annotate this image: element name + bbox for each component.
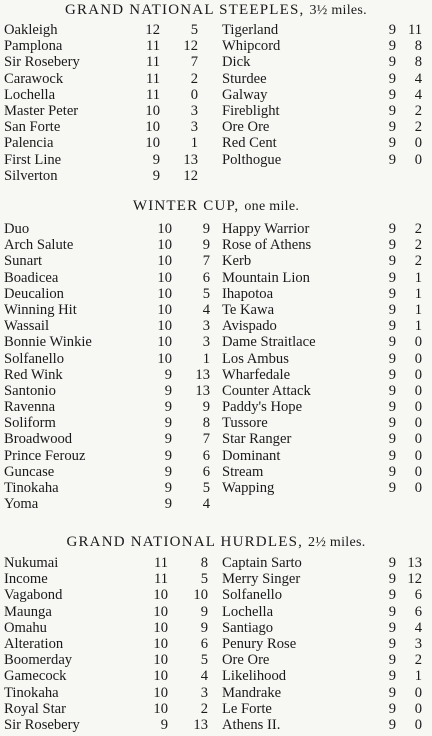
horse-name: Wassail <box>4 318 50 335</box>
weight-pounds: 5 <box>202 285 210 302</box>
horse-name: Silverton <box>4 167 58 184</box>
weight-pounds: 5 <box>190 22 198 38</box>
weight-stone: 10 <box>153 652 168 669</box>
section-heading <box>0 198 432 215</box>
weight-pounds: 10 <box>193 587 208 604</box>
weight-stone: 9 <box>388 237 396 254</box>
horse-name: Merry Singer <box>222 571 301 588</box>
weight-pounds: 12 <box>183 167 198 184</box>
weight-pounds: 5 <box>200 571 208 588</box>
entry-row <box>0 237 432 253</box>
weight-stone: 9 <box>388 382 396 399</box>
horse-name: Nukumai <box>4 555 59 571</box>
weight-stone: 11 <box>145 38 160 55</box>
horse-name: Boomerday <box>4 652 73 669</box>
weight-pounds: 0 <box>414 431 422 448</box>
weight-stone: 9 <box>388 571 396 588</box>
weight-pounds: 0 <box>414 135 422 152</box>
weight-pounds: 7 <box>202 253 210 270</box>
weight-stone: 9 <box>388 684 396 701</box>
weight-stone: 10 <box>157 350 172 367</box>
weight-stone: 9 <box>388 334 396 351</box>
weight-stone: 11 <box>145 86 160 103</box>
weight-pounds: 3 <box>200 684 208 701</box>
weight-pounds: 4 <box>414 70 422 87</box>
weight-pounds: 0 <box>414 447 422 464</box>
weight-stone: 9 <box>388 555 396 571</box>
weight-pounds: 9 <box>202 399 210 416</box>
weight-stone: 9 <box>388 54 396 71</box>
weight-pounds: 6 <box>202 463 210 480</box>
weight-pounds: 0 <box>414 700 422 717</box>
entry-row <box>0 399 432 415</box>
weight-pounds: 12 <box>183 38 198 55</box>
weight-stone: 9 <box>164 480 172 496</box>
horse-name: Omahu <box>4 619 47 636</box>
section-title: WINTER CUP, <box>132 198 240 214</box>
horse-name: Happy Warrior <box>222 221 310 237</box>
weight-pounds: 0 <box>414 415 422 432</box>
horse-name: Fireblight <box>222 102 280 119</box>
weight-pounds: 8 <box>414 54 422 71</box>
horse-name: Carawock <box>4 70 64 87</box>
weight-stone: 9 <box>388 463 396 480</box>
weight-pounds: 6 <box>202 269 210 286</box>
weight-stone: 9 <box>164 463 172 480</box>
horse-name: Sunart <box>4 253 43 270</box>
horse-name: Broadwood <box>4 431 73 448</box>
horse-name: Dominant <box>222 447 281 464</box>
weight-stone: 9 <box>388 221 396 237</box>
weight-pounds: 2 <box>200 700 208 717</box>
horse-name: Athens II. <box>222 716 281 733</box>
weight-pounds: 1 <box>414 269 422 286</box>
section-distance: 3½ miles. <box>309 3 367 18</box>
weight-stone: 9 <box>152 167 160 184</box>
weight-stone: 9 <box>388 366 396 383</box>
weight-stone: 10 <box>157 334 172 351</box>
section-distance: 2½ miles. <box>308 535 366 550</box>
weight-stone: 9 <box>164 447 172 464</box>
weight-pounds: 9 <box>200 619 208 636</box>
weight-stone: 9 <box>388 587 396 604</box>
weight-stone: 10 <box>157 221 172 237</box>
weight-stone: 9 <box>388 102 396 119</box>
weight-stone: 9 <box>388 38 396 55</box>
entry-row <box>0 71 432 87</box>
weight-pounds: 0 <box>414 399 422 416</box>
entry-row <box>0 367 432 383</box>
horse-name: Polthogue <box>222 151 282 168</box>
weight-pounds: 2 <box>414 253 422 270</box>
horse-name: Income <box>4 571 48 588</box>
weight-pounds: 2 <box>190 70 198 87</box>
weight-pounds: 8 <box>200 555 208 571</box>
horse-name: San Forte <box>4 119 61 136</box>
horse-name: Lochella <box>4 86 56 103</box>
horse-name: Te Kawa <box>222 301 275 318</box>
horse-name: Sir Rosebery <box>4 716 80 733</box>
weight-pounds: 2 <box>414 221 422 237</box>
weight-stone: 9 <box>164 415 172 432</box>
horse-name: Boadicea <box>4 269 59 286</box>
horse-name: Whipcord <box>222 38 281 55</box>
horse-name: Rose of Athens <box>222 237 312 254</box>
weight-stone: 10 <box>153 635 168 652</box>
weight-pounds: 1 <box>190 135 198 152</box>
entry-row <box>0 38 432 54</box>
weight-stone: 9 <box>388 447 396 464</box>
weight-pounds: 8 <box>414 38 422 55</box>
horse-name: Dick <box>222 54 251 71</box>
entry-row <box>0 135 432 151</box>
weight-stone: 10 <box>145 102 160 119</box>
entry-row <box>0 431 432 447</box>
horse-name: Ihapotoa <box>222 285 274 302</box>
horse-name: Guncase <box>4 463 55 480</box>
weight-stone: 10 <box>157 269 172 286</box>
weight-stone: 10 <box>153 684 168 701</box>
entry-row <box>0 668 432 684</box>
weight-stone: 10 <box>153 619 168 636</box>
weight-stone: 9 <box>388 716 396 733</box>
entry-row <box>0 717 432 733</box>
horse-name: Tinokaha <box>4 684 59 701</box>
horse-name: Pamplona <box>4 38 63 55</box>
weight-stone: 9 <box>388 70 396 87</box>
weight-stone: 9 <box>164 382 172 399</box>
weight-stone: 10 <box>153 587 168 604</box>
horse-name: Los Ambus <box>222 350 289 367</box>
horse-name: Vagabond <box>4 587 63 604</box>
horse-name: Paddy's Hope <box>222 399 303 416</box>
weight-stone: 9 <box>388 635 396 652</box>
weight-stone: 9 <box>388 135 396 152</box>
horse-name: Winning Hit <box>4 301 77 318</box>
weight-stone: 10 <box>157 318 172 335</box>
weight-stone: 9 <box>388 415 396 432</box>
weight-pounds: 2 <box>414 237 422 254</box>
weight-stone: 9 <box>388 285 396 302</box>
entry-row <box>0 636 432 652</box>
weight-pounds: 1 <box>414 318 422 335</box>
weight-stone: 9 <box>388 431 396 448</box>
weight-pounds: 5 <box>200 652 208 669</box>
weight-stone: 9 <box>152 151 160 168</box>
weight-pounds: 13 <box>195 382 210 399</box>
horse-name: Sir Rosebery <box>4 54 80 71</box>
entry-row <box>0 415 432 431</box>
entry-row <box>0 152 432 168</box>
weight-pounds: 8 <box>202 415 210 432</box>
weight-stone: 11 <box>145 54 160 71</box>
horse-name: Bonnie Winkie <box>4 334 92 351</box>
weight-pounds: 0 <box>414 151 422 168</box>
horse-name: Santiago <box>222 619 274 636</box>
horse-name: Tigerland <box>222 22 279 38</box>
weight-stone: 10 <box>157 285 172 302</box>
weight-stone: 9 <box>388 399 396 416</box>
entry-row <box>0 351 432 367</box>
horse-name: Avispado <box>222 318 277 335</box>
weight-pounds: 0 <box>414 334 422 351</box>
entry-row <box>0 383 432 399</box>
weight-pounds: 1 <box>414 301 422 318</box>
horse-name: First Line <box>4 151 62 168</box>
weight-stone: 10 <box>153 668 168 685</box>
weight-stone: 9 <box>388 350 396 367</box>
horse-name: Ravenna <box>4 399 56 416</box>
weight-stone: 9 <box>388 253 396 270</box>
entry-row <box>0 620 432 636</box>
entry-row <box>0 496 432 512</box>
horse-name: Likelihood <box>222 668 287 685</box>
entry-row <box>0 221 432 237</box>
entries-list <box>0 221 432 512</box>
section-heading <box>0 534 432 551</box>
entry-row <box>0 54 432 70</box>
entry-row <box>0 448 432 464</box>
weight-pounds: 3 <box>190 102 198 119</box>
horse-name: Deucalion <box>4 285 64 302</box>
entry-row <box>0 168 432 184</box>
weight-pounds: 13 <box>195 366 210 383</box>
weight-stone: 9 <box>388 652 396 669</box>
entry-row <box>0 571 432 587</box>
weight-pounds: 9 <box>202 237 210 254</box>
entry-row <box>0 652 432 668</box>
horse-name: Le Forte <box>222 700 272 717</box>
horse-name: Duo <box>4 221 30 237</box>
weight-pounds: 1 <box>202 350 210 367</box>
weight-stone: 9 <box>388 151 396 168</box>
weight-pounds: 3 <box>414 635 422 652</box>
horse-name: Maunga <box>4 603 52 620</box>
horse-name: Ore Ore <box>222 119 270 136</box>
weight-pounds: 6 <box>414 603 422 620</box>
horse-name: Palencia <box>4 135 54 152</box>
horse-name: Red Wink <box>4 366 63 383</box>
horse-name: Ore Ore <box>222 652 270 669</box>
entry-row <box>0 87 432 103</box>
weight-pounds: 3 <box>202 334 210 351</box>
weight-stone: 12 <box>145 22 160 38</box>
weight-pounds: 1 <box>414 668 422 685</box>
horse-name: Mountain Lion <box>222 269 310 286</box>
weight-stone: 9 <box>388 269 396 286</box>
horse-name: Soliform <box>4 415 56 432</box>
weight-pounds: 0 <box>414 716 422 733</box>
horse-name: Mandrake <box>222 684 282 701</box>
weight-pounds: 2 <box>414 652 422 669</box>
weight-stone: 10 <box>153 603 168 620</box>
weight-pounds: 9 <box>200 603 208 620</box>
weight-pounds: 0 <box>414 480 422 496</box>
entry-row <box>0 103 432 119</box>
weight-pounds: 6 <box>414 587 422 604</box>
horse-name: Santonio <box>4 382 56 399</box>
horse-name: Penury Rose <box>222 635 297 652</box>
weight-stone: 9 <box>164 399 172 416</box>
weight-stone: 11 <box>153 571 168 588</box>
horse-name: Solfanello <box>222 587 282 604</box>
horse-name: Dame Straitlace <box>222 334 316 351</box>
weight-pounds: 6 <box>202 447 210 464</box>
section-title: GRAND NATIONAL HURDLES, <box>66 534 304 550</box>
weight-pounds: 0 <box>190 86 198 103</box>
weight-stone: 9 <box>388 603 396 620</box>
weight-pounds: 12 <box>407 571 422 588</box>
weight-stone: 9 <box>164 366 172 383</box>
weight-stone: 10 <box>145 119 160 136</box>
entry-row <box>0 604 432 620</box>
weight-pounds: 4 <box>202 496 210 513</box>
horse-name: Master Peter <box>4 102 79 119</box>
section-title: GRAND NATIONAL STEEPLES, <box>65 2 305 18</box>
horse-name: Wapping <box>222 480 275 496</box>
weight-stone: 9 <box>388 22 396 38</box>
horse-name: Red Cent <box>222 135 277 152</box>
weight-stone: 10 <box>153 700 168 717</box>
horse-name: Stream <box>222 463 264 480</box>
horse-name: Wharfedale <box>222 366 291 383</box>
weight-stone: 9 <box>388 668 396 685</box>
horse-name: Tinokaha <box>4 480 59 496</box>
weight-stone: 10 <box>157 253 172 270</box>
weight-pounds: 0 <box>414 684 422 701</box>
entry-row <box>0 685 432 701</box>
weight-stone: 9 <box>388 301 396 318</box>
weight-pounds: 4 <box>414 619 422 636</box>
entry-row <box>0 480 432 496</box>
weight-stone: 9 <box>388 700 396 717</box>
horse-name: Yoma <box>4 496 39 513</box>
weight-pounds: 13 <box>407 555 422 571</box>
weight-pounds: 11 <box>407 22 422 38</box>
horse-name: Tussore <box>222 415 268 432</box>
weight-stone: 9 <box>388 119 396 136</box>
weight-pounds: 3 <box>190 119 198 136</box>
entry-row <box>0 701 432 717</box>
weight-pounds: 4 <box>200 668 208 685</box>
weight-stone: 9 <box>164 496 172 513</box>
horse-name: Oakleigh <box>4 22 58 38</box>
weight-stone: 9 <box>388 619 396 636</box>
horse-name: Galway <box>222 86 268 103</box>
weight-pounds: 5 <box>202 480 210 496</box>
entry-row <box>0 253 432 269</box>
weight-pounds: 0 <box>414 366 422 383</box>
horse-name: Kerb <box>222 253 252 270</box>
entry-row <box>0 555 432 571</box>
weight-pounds: 7 <box>190 54 198 71</box>
weight-stone: 10 <box>157 301 172 318</box>
horse-name: Alteration <box>4 635 64 652</box>
horse-name: Gamecock <box>4 668 67 685</box>
weight-stone: 11 <box>153 555 168 571</box>
weight-pounds: 2 <box>414 102 422 119</box>
entry-row <box>0 22 432 38</box>
weight-stone: 10 <box>145 135 160 152</box>
horse-name: Lochella <box>222 603 274 620</box>
horse-name: Arch Salute <box>4 237 74 254</box>
horse-name: Star Ranger <box>222 431 292 448</box>
weight-pounds: 3 <box>202 318 210 335</box>
weight-pounds: 0 <box>414 350 422 367</box>
weight-pounds: 6 <box>200 635 208 652</box>
weight-stone: 9 <box>388 480 396 496</box>
horse-name: Counter Attack <box>222 382 311 399</box>
entry-row <box>0 587 432 603</box>
weight-pounds: 7 <box>202 431 210 448</box>
section-heading <box>0 2 432 19</box>
entries-list <box>0 555 432 733</box>
entry-row <box>0 302 432 318</box>
entry-row <box>0 318 432 334</box>
weight-pounds: 4 <box>414 86 422 103</box>
weight-stone: 9 <box>160 716 168 733</box>
section-distance: one mile. <box>244 199 300 214</box>
weight-pounds: 0 <box>414 463 422 480</box>
weight-pounds: 9 <box>202 221 210 237</box>
entry-row <box>0 464 432 480</box>
entry-row <box>0 119 432 135</box>
horse-name: Solfanello <box>4 350 64 367</box>
weight-pounds: 13 <box>183 151 198 168</box>
weight-pounds: 2 <box>414 119 422 136</box>
entries-list <box>0 22 432 184</box>
weight-stone: 9 <box>388 318 396 335</box>
horse-name: Royal Star <box>4 700 67 717</box>
weight-stone: 11 <box>145 70 160 87</box>
weight-pounds: 0 <box>414 382 422 399</box>
entry-row <box>0 334 432 350</box>
weight-pounds: 13 <box>193 716 208 733</box>
weight-pounds: 4 <box>202 301 210 318</box>
weight-stone: 9 <box>388 86 396 103</box>
horse-name: Sturdee <box>222 70 267 87</box>
weight-pounds: 1 <box>414 285 422 302</box>
weight-stone: 10 <box>157 237 172 254</box>
weight-stone: 9 <box>164 431 172 448</box>
entry-row <box>0 270 432 286</box>
horse-name: Captain Sarto <box>222 555 302 571</box>
entry-row <box>0 286 432 302</box>
horse-name: Prince Ferouz <box>4 447 86 464</box>
